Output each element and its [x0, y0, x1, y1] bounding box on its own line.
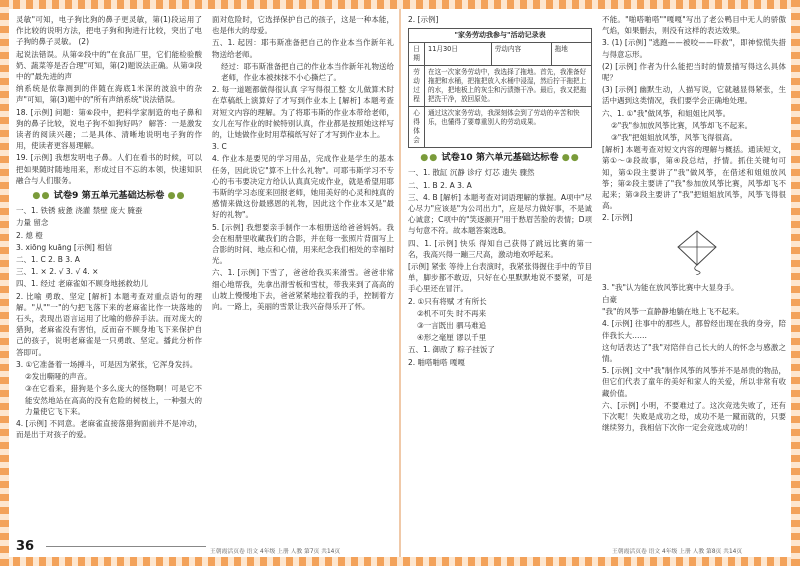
answer-line: 3. xiōng kuāng [示例] 相信 [16, 242, 113, 252]
answer-paragraph: 4. [示例] 往事中的那些人，都曾经出现在我的身旁，陪伴我长大…… [602, 319, 786, 340]
answer-paragraph: 这句话表达了"我"对陪伴自己长大的人的怀念与感激之情。 [602, 342, 786, 364]
section-heading: ●● 试卷10 第六单元基础达标卷 ●● [420, 152, 580, 164]
answer-line: ③"我"把姐姐放风筝，风筝飞得很高。 [611, 133, 738, 143]
table-cell: 拖地 [551, 43, 591, 66]
table-cell: 在这一次家务劳动中，我选择了拖地。首先，我准备好拖把和水桶，把拖把放入水桶中浸湿，然后拧干拖把上的水，把地板上的灰尘和污渍擦干净。最后，我又把拖把洗干净，放回原处。 [425, 66, 592, 107]
page-footer: 王朝霞活页卷 语文 4年级 上册 人教 第8页 共14页 [612, 549, 743, 555]
answer-line: 二、1. B 2. A 3. A [408, 180, 472, 190]
right-page-column-1 [408, 14, 592, 534]
decorative-border-right [791, 0, 800, 566]
answer-line: 三、1. × 2. √ 3. √ 4. × [16, 267, 99, 277]
table-row [409, 66, 592, 107]
section-heading: ●● 试卷9 第五单元基础达标卷 ●● [32, 190, 186, 202]
answer-line: 四、1. 经过 老麻雀如不顾身地拯救幼儿 [16, 279, 148, 289]
answer-paragraph: (2) [示例] 作者为什么能把当时的情景描写得这么具体呢？ [602, 61, 786, 83]
answer-paragraph: 5. [示例] 我想要亲手制作一本相册送给爸爸妈妈。我会在相册里收藏我们的合影，并在每一张照片背面写上合影的时间、地点和心情，用来纪念我们相处的幸福时光。 [212, 222, 394, 266]
answer-paragraph: 18. [示例] 问题：第⑥段中，把科学家制造的电子鼻和狗的鼻子比较，说电子狗不如狗好吗？ 解答：一是激发读者的阅读兴趣；二是具体、清晰地说明电子狗的作用，使读者更容易理解。 [16, 107, 202, 151]
right-page-column-2 [602, 14, 786, 534]
answer-line: 3. C [212, 142, 227, 152]
section-heading-text: 试卷10 第六单元基础达标卷 [441, 152, 559, 164]
answer-paragraph: 5. [示例] 文中"我"制作风筝的风筝并不是昂贵的物品，但它们代表了童年的美好和家人的关爱，所以非常有收藏价值。 [602, 366, 786, 398]
answer-line: 一、1. 散缸 沉静 诊疗 灯芯 遗失 骤然 [408, 168, 535, 178]
answer-paragraph: 不能。"啪嗒啪嗒""嘎嘎"写出了老公鸭目中无人的骄傲气焰，如果删去，则没有这样的表达效果。 [602, 15, 786, 36]
answer-paragraph: 起说法错误。从第②段中的"在食品厂里，它们能检验酸奶、蔬菜等是否合理"可知，第(2)题说法正确。从第③段中的"最先进的声 [16, 49, 202, 82]
answer-paragraph: 灵敏"可知，电子狗比狗的鼻子更灵敏，第(1)段运用了作比较的说明方法，把电子狗和狗进行比较，突出了电子狗的鼻子灵敏。 (2) [16, 15, 202, 47]
answer-line: 2. [示例] [602, 213, 633, 223]
answer-paragraph: 五、1. 起因：耶韦斯准备把自己的作业本当作新年礼物送给老师。 [212, 38, 394, 59]
answer-paragraph: 3. ①它准备着一场搏斗，可是因为紧张，它浑身发抖。 [16, 359, 198, 369]
answer-paragraph: [解析] 本题考查对短文内容的理解与概括。通读短文，第①～③段故事，第④段总结，抒情。抓住关键句可知，第①段主要讲了"我"做风筝，在借述和姐姐放风筝；第②段主要讲了"我"参加放风筝比赛，风筝却飞不起来；第③段主要讲了"我"把姐姐放风筝，风筝飞得很高。 [602, 145, 786, 211]
answer-line: 3. "我"认为能在放风筝比赛中大显身手。 [602, 282, 739, 292]
answer-paragraph: 四、1. [示例] 快乐 得知自己获得了跳远比赛的第一名，我高兴得一蹦三尺高，激动地欢呼起来。 [408, 238, 592, 259]
answer-line: 2. 熄 橙 [16, 230, 43, 240]
table-caption: "家务劳动我参与"活动记录表 [409, 29, 592, 43]
answer-line: 2. 啪嗒啪嗒 嘎嘎 [408, 357, 465, 367]
table-row [409, 43, 592, 66]
activity-record-table [408, 28, 592, 148]
table-cell: 劳动过程 [409, 66, 425, 107]
answer-paragraph: 2. 每一道题都做得很认真 字写得很工整 女儿做算术时在草稿纸上演算好了才写到作业本上 [解析] 本题考查对短文内容的理解。为了将耶韦斯的作业本带给老师，女儿在写作业的时候特别认真，作业都是按照她这样写的，让她做作业时用草稿纸写好了才写到作业本上。 [212, 85, 394, 140]
left-page-column-1 [16, 14, 202, 534]
answer-paragraph: (3) [示例] 幽默生动，人描写说，它就越显得紧张，生活中遇到这类情况，我们要学会正确地处理。 [602, 85, 786, 106]
answer-line: ③一言既出 驷马难追 [417, 321, 487, 331]
answer-paragraph: 纳系统是依靠测到的伴随在海底1米深的波浪中的杂声"可知，第(3)题中的"所有声纳系统"说法错误。 [16, 84, 202, 105]
page-number: 36 [16, 539, 35, 554]
answer-paragraph: 2. 比喻 勇敢、坚定 [解析] 本题考查对重点语句的理解。"从""一"的勺把飞落下来的老麻雀比作一块落地的石头，表现出语言运用了比喻的修辞手法。而对庞大的猎狗，老麻雀没有害怕，反而奋不顾身地飞下来保护自己的孩子，说明老麻雀是一只勇敢、坚定。播此分析作答即可。 [16, 291, 202, 357]
answer-line: 六、1. ①"我"做风筝，和姐姐比风筝。 [602, 108, 731, 118]
table-cell: 通过这次家务劳动，我深刻体会到了劳动的辛苦和快乐，也懂得了要尊重别人的劳动成果。 [425, 107, 592, 148]
answer-paragraph: 3. (1) [示例] "逃跑——被咬——吓救"，即神惊慌失措与得意忘形。 [602, 38, 786, 59]
decorative-border-top [0, 0, 800, 9]
answer-paragraph: 六、[示例] 小明，不要难过了。这次竞选失败了，还有下次呢！失败是成功之母，成功不是一蹴而就的，只要继续努力，我相信下次你一定会竞选成功的！ [602, 400, 786, 433]
answer-paragraph: 4. 作业本是要见的学习用品，完成作业是学生的基本任务，因此说它"算不上什么礼物"。可耶韦斯学习不专心的韦韦要决定方给认认真真完成作业，就是希望用耶韦斯的学习态度来回报老师，她用美好的心灵和纯真的感情来做这份最感恩的礼物，因此这个作业本又是"最好的礼物"。 [212, 154, 394, 220]
answer-line: "我"的风筝一直静静地躺在地上飞不起来。 [602, 307, 744, 317]
answer-paragraph: [示例] 紧张 等待上台表演时，我紧张得握住手中的节目单，脚步都不敢迈，只好在心里默默地说不要紧，可是手心里还在冒汗。 [408, 262, 592, 294]
answer-line: 白豪 [602, 295, 617, 305]
answer-paragraph: 三、4. B [解析] 本题考查对词语理解的掌握。A项中"尽心尽力"应该是"为公司出力"，应是尽力做好事，不是诚心诚意；C项中的"笑逐颜开"用于愁眉苦脸的表情；D项与句意不符。故本题答案选B。 [408, 192, 592, 236]
decorative-border-bottom [0, 557, 800, 566]
table-cell: 劳动内容 [491, 43, 551, 66]
answer-line: 力量 留念 [16, 218, 49, 228]
book-spine [399, 9, 401, 557]
page-footer: 王朝霞活页卷 语文 4年级 上册 人教 第7页 共14页 [210, 549, 341, 555]
decorative-border-left [0, 0, 9, 566]
answer-line: ②"我"参加放风筝比赛，风筝却飞不起来。 [611, 120, 753, 130]
answer-line: 五、1. 御敌了 粽子挂饭了 [408, 345, 495, 355]
table-cell: 心得体会 [409, 107, 425, 148]
answer-paragraph: 六、1. [示例] 下雪了，爸爸给我买来滑雪。爸爸非常细心地帮我，先拿出滑雪板和雪杖，带我来到了高高的山坡上慢慢地下去，爸爸紧紧地拉着我的手，控制着方向。一路上，美丽的雪景让我兴奋得乐开了怀。 [212, 268, 394, 312]
table-cell: 日期 [409, 43, 425, 66]
answer-paragraph: 经过：耶韦斯准备把自己的作业本当作新年礼物送给老师，作业本被抹抹不小心撕烂了。 [221, 61, 394, 83]
answer-line: 二、1. C 2. B 3. A [16, 255, 80, 265]
answer-paragraph: 4. [示例] 不同意。老麻雀直接落猎狗面前并不是冲动，而是出于对孩子的爱。 [16, 418, 202, 440]
answer-line: ②机不可失 时不再来 [417, 308, 487, 318]
table-cell: 11月30日 [425, 43, 492, 66]
answer-line: 一、1. 铁锈 疲惫 浇灌 禁壁 庞大 腌蚕 [16, 206, 143, 216]
answer-line: 2. [示例] [408, 15, 439, 24]
answer-paragraph: ③在它看来，猎狗是个多么庞大的怪物啊！可是它不能安然地站在高高的没有危险的树枝上，一种强大的力量使它飞下来。 [25, 384, 202, 416]
kite-illustration [672, 229, 722, 275]
answer-line: 2. ①只有将赋 才有所长 [408, 296, 487, 306]
table-row [409, 107, 592, 148]
left-page-column-2 [212, 14, 394, 534]
answer-line: ④形之毫厘 谬以千里 [417, 333, 487, 343]
section-heading-text: 试卷9 第五单元基础达标卷 [53, 190, 165, 202]
answer-paragraph: ②发出嘶哑的声音。 [25, 372, 92, 382]
answer-paragraph: 面对危险时，它选择保护自己的孩子，这是一种本能，也是伟大的母爱。 [212, 15, 394, 36]
answer-paragraph: 19. [示例] 我想发明电子鼻。人们在看书的时候，可以把如果随时随地用来，形成过目不忘的本领，快速知识融合与人们服务。 [16, 153, 202, 185]
